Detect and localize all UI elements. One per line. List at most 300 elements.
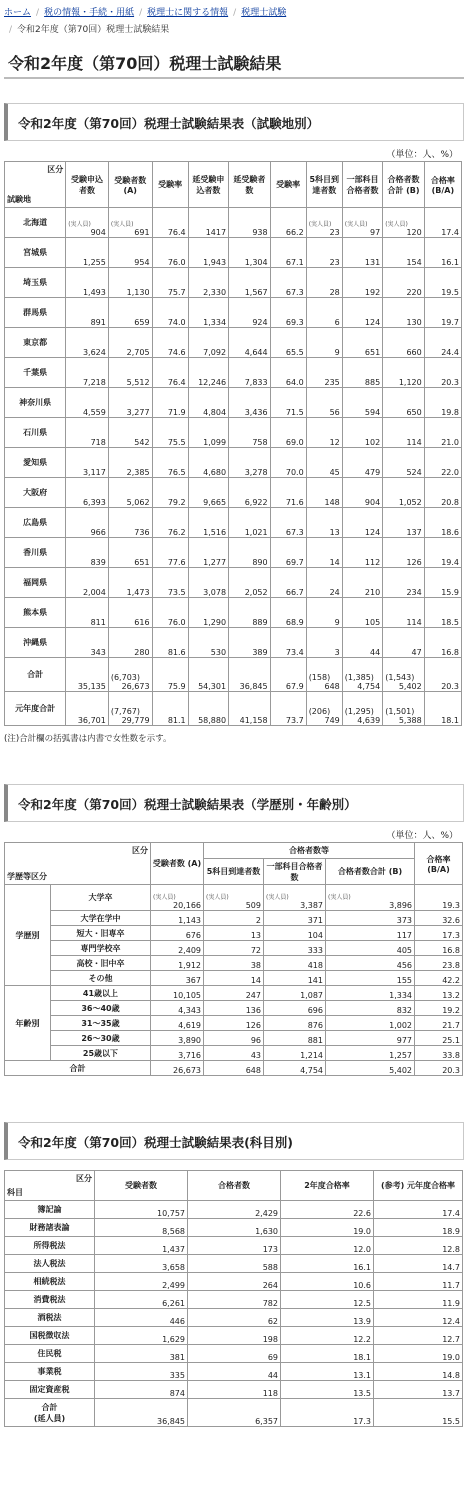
cell-value: 4,680 xyxy=(203,468,227,477)
cell-value: 17.3 xyxy=(442,931,461,940)
cell-value: 21.0 xyxy=(441,438,459,447)
table-cell xyxy=(229,658,271,692)
table-cell xyxy=(188,268,228,298)
unit-note: (実人員) xyxy=(153,894,176,901)
table-cell xyxy=(306,268,342,298)
table-cell: 22.6 xyxy=(281,1201,374,1219)
table-cell xyxy=(152,448,188,478)
cell-value: 651 xyxy=(364,348,381,357)
row-label-text: 高校・旧中卒 xyxy=(76,958,125,968)
cell-value: 76.2 xyxy=(167,528,186,537)
table-cell xyxy=(415,941,463,956)
table-cell: 782 xyxy=(188,1291,281,1309)
cell-value: 4,559 xyxy=(82,408,106,417)
row-label xyxy=(51,1016,151,1031)
cell-value: 367 xyxy=(185,976,201,985)
cell-value: 67.1 xyxy=(285,258,304,267)
table-cell xyxy=(383,238,425,268)
table-cell xyxy=(415,926,463,941)
row-label xyxy=(5,298,66,328)
table-cell xyxy=(306,358,342,388)
table-cell xyxy=(306,598,342,628)
cell-value: 3,078 xyxy=(203,588,227,597)
table-cell xyxy=(415,1046,463,1061)
cell-value: 19.8 xyxy=(441,408,459,417)
cell-value: 23 xyxy=(329,228,340,237)
table-cell: 12.5 xyxy=(281,1291,374,1309)
table-cell: 16.1 xyxy=(281,1255,374,1273)
table-cell xyxy=(306,448,342,478)
table-row xyxy=(5,1273,463,1291)
table-cell xyxy=(152,268,188,298)
cell-value: 137 xyxy=(406,528,422,537)
table-cell xyxy=(108,478,152,508)
breadcrumb-current: 令和2年度（第70回）税理士試験結果 xyxy=(17,25,170,35)
cell-value: 2,705 xyxy=(126,348,150,357)
cell-value: 3,277 xyxy=(126,408,150,417)
cell-value: 76.4 xyxy=(167,378,186,387)
cell-value: 6,393 xyxy=(82,498,106,507)
cell-value: 889 xyxy=(252,618,268,627)
table-cell xyxy=(188,238,228,268)
table-cell: 1,630 xyxy=(188,1219,281,1237)
cell-value: 20.3 xyxy=(441,682,459,691)
table-cell xyxy=(270,358,306,388)
cell-value: 114 xyxy=(406,438,422,447)
table-cell xyxy=(151,941,204,956)
breadcrumb-separator: / xyxy=(9,25,13,35)
table-cell: 44 xyxy=(188,1363,281,1381)
table-cell xyxy=(108,568,152,598)
cell-value: 131 xyxy=(364,258,381,267)
table-cell xyxy=(383,358,425,388)
cell-value: 1,912 xyxy=(178,961,201,970)
table-cell xyxy=(229,448,271,478)
table-cell: 17.3 xyxy=(281,1399,374,1427)
table-cell xyxy=(152,358,188,388)
cell-value: 13.2 xyxy=(442,991,461,1000)
table-cell: 17.4 xyxy=(374,1201,463,1219)
table-cell xyxy=(326,926,415,941)
row-label xyxy=(51,926,151,941)
row-label xyxy=(5,268,66,298)
table-cell: 13.7 xyxy=(374,1381,463,1399)
unit-note: (実人員) xyxy=(68,221,91,228)
table-cell xyxy=(66,658,109,692)
cell-value: 1,021 xyxy=(244,528,268,537)
cell-value: 524 xyxy=(406,468,422,477)
table-cell xyxy=(383,692,425,726)
row-label: 相続税法 xyxy=(5,1273,95,1291)
table-cell xyxy=(264,911,326,926)
row-label xyxy=(5,538,66,568)
cell-value: 1,214 xyxy=(300,1051,323,1060)
table-cell xyxy=(306,508,342,538)
table-cell xyxy=(152,418,188,448)
table-cell xyxy=(204,971,264,986)
cell-value: 405 xyxy=(396,946,413,955)
breadcrumb-home-link[interactable]: ホーム xyxy=(4,8,32,18)
table-cell xyxy=(270,508,306,538)
table-cell xyxy=(342,418,382,448)
cell-value: 977 xyxy=(396,1036,413,1045)
cell-value: 9 xyxy=(334,348,340,357)
table-row xyxy=(5,1219,463,1237)
table-cell xyxy=(66,568,109,598)
table-cell: 18.1 xyxy=(281,1345,374,1363)
cell-value: 736 xyxy=(134,528,150,537)
cell-value: 1,304 xyxy=(244,258,268,267)
cell-value: 247 xyxy=(245,991,261,1000)
cell-value: 155 xyxy=(396,976,413,985)
row-label-text: その他 xyxy=(88,973,113,983)
table-cell xyxy=(306,388,342,418)
cell-value: 65.5 xyxy=(285,348,304,357)
table-cell xyxy=(424,478,461,508)
breadcrumb-zeirishi-info-link[interactable]: 税理士に関する情報 xyxy=(147,8,229,18)
table-cell xyxy=(151,1031,204,1046)
cell-value: 904 xyxy=(364,498,381,507)
table-row xyxy=(5,926,463,941)
cell-value: 718 xyxy=(90,438,106,447)
cell-value: 6,922 xyxy=(244,498,268,507)
table-row xyxy=(5,1016,463,1031)
cell-value: 117 xyxy=(396,931,413,940)
table-cell xyxy=(188,538,228,568)
table-cell xyxy=(306,538,342,568)
row-label-text: 元年度合計 xyxy=(15,704,56,713)
female-count: (7,767) xyxy=(110,707,140,716)
cell-value: 79.2 xyxy=(167,498,186,507)
row-label xyxy=(5,478,66,508)
table-cell xyxy=(151,986,204,1001)
cell-value: 235 xyxy=(324,378,340,387)
footnote: (注)合計欄の括弧書は内書で女性数を示す。 xyxy=(4,734,172,744)
table-cell: 12.4 xyxy=(374,1309,463,1327)
female-count: (1,385) xyxy=(344,673,374,682)
table-cell xyxy=(326,1001,415,1016)
table-cell xyxy=(188,692,228,726)
cell-value: 74.0 xyxy=(167,318,186,327)
cell-value: 418 xyxy=(307,961,323,970)
breadcrumb-tax-info-link[interactable]: 税の情報・手続・用紙 xyxy=(44,8,135,18)
table-cell: 26,673 xyxy=(151,1061,204,1076)
section-title-region: 令和2年度（第70回）税理士試験結果表（試験地別） xyxy=(4,103,464,141)
table-row xyxy=(5,628,462,658)
col-header: 5科目到達者数 xyxy=(306,162,342,208)
cell-value: 650 xyxy=(406,408,422,417)
table-cell xyxy=(270,658,306,692)
row-label xyxy=(51,1046,151,1061)
table-cell xyxy=(108,208,152,238)
cell-value: 696 xyxy=(307,1006,323,1015)
unit-note: (実人員) xyxy=(344,221,368,228)
table-cell xyxy=(342,328,382,358)
table-cell xyxy=(264,885,326,911)
table-cell: 13.1 xyxy=(281,1363,374,1381)
table-corner: 区分 学歴等区分 xyxy=(5,843,151,885)
table-cell xyxy=(342,538,382,568)
table-cell xyxy=(342,628,382,658)
cell-value: 3,890 xyxy=(178,1036,201,1045)
table-cell xyxy=(204,911,264,926)
table-cell xyxy=(66,478,109,508)
cell-value: 74.6 xyxy=(167,348,186,357)
cell-value: 71.6 xyxy=(285,498,304,507)
table-cell xyxy=(424,298,461,328)
table-cell: 12.2 xyxy=(281,1327,374,1345)
col-header: 一部科目合格者数 xyxy=(342,162,382,208)
table-cell: 1,437 xyxy=(95,1237,188,1255)
table-row xyxy=(5,328,462,358)
row-label xyxy=(5,238,66,268)
table-cell: 19.0 xyxy=(281,1219,374,1237)
table-cell xyxy=(229,568,271,598)
table-cell xyxy=(270,598,306,628)
cell-value: 96 xyxy=(250,1036,261,1045)
row-label-text: 大学在学中 xyxy=(80,913,121,923)
table-cell xyxy=(188,358,228,388)
table-corner: 区分 科目 xyxy=(5,1171,95,1201)
table-cell xyxy=(326,956,415,971)
table-cell: 648 xyxy=(204,1061,264,1076)
table-cell: 6,261 xyxy=(95,1291,188,1309)
table-cell: 18.9 xyxy=(374,1219,463,1237)
cell-value: 1,120 xyxy=(398,378,422,387)
total-row xyxy=(5,1061,463,1076)
table-cell: 173 xyxy=(188,1237,281,1255)
col-header: 合格者数 xyxy=(188,1171,281,1201)
row-label xyxy=(51,1031,151,1046)
table-cell xyxy=(424,628,461,658)
cell-value: 104 xyxy=(307,931,323,940)
table-cell xyxy=(229,238,271,268)
col-header: 受験申込者数 xyxy=(66,162,109,208)
table-cell: 198 xyxy=(188,1327,281,1345)
table-cell xyxy=(415,956,463,971)
cell-value: 73.5 xyxy=(167,588,186,597)
table-cell xyxy=(229,478,271,508)
cell-value: 12,246 xyxy=(198,378,227,387)
cell-value: 126 xyxy=(406,558,422,567)
row-label-text: 大学卒 xyxy=(88,893,113,902)
table-row xyxy=(5,1291,463,1309)
breadcrumb xyxy=(0,0,468,39)
breadcrumb-separator: / xyxy=(139,8,143,18)
row-label-text: 41歳以上 xyxy=(82,988,119,998)
table-cell: 6,357 xyxy=(188,1399,281,1427)
female-count: (6,703) xyxy=(110,673,140,682)
row-label xyxy=(5,448,66,478)
cell-value: 20.8 xyxy=(441,498,459,507)
unit-note: (実人員) xyxy=(266,894,289,901)
table-cell xyxy=(108,298,152,328)
table-cell xyxy=(108,358,152,388)
table-cell xyxy=(270,388,306,418)
cell-value: 24 xyxy=(329,588,340,597)
table-cell xyxy=(66,418,109,448)
table-cell xyxy=(270,298,306,328)
table-cell: 13.9 xyxy=(281,1309,374,1327)
table-cell: 15.5 xyxy=(374,1399,463,1427)
row-label-text: 埼玉県 xyxy=(23,278,48,287)
table-row xyxy=(5,418,462,448)
page-title: 令和2年度（第70回）税理士試験結果 xyxy=(4,39,464,79)
cell-value: 26,673 xyxy=(121,682,150,691)
table-cell xyxy=(108,238,152,268)
cell-value: 76.0 xyxy=(167,258,186,267)
table-row xyxy=(5,1345,463,1363)
table-cell: 381 xyxy=(95,1345,188,1363)
cell-value: 71.5 xyxy=(285,408,304,417)
cell-value: 5,062 xyxy=(126,498,150,507)
cell-value: 660 xyxy=(406,348,422,357)
cell-value: 659 xyxy=(134,318,150,327)
cell-value: 876 xyxy=(307,1021,323,1030)
table-cell xyxy=(188,568,228,598)
row-label-text: 大阪府 xyxy=(23,488,48,497)
table-cell: 874 xyxy=(95,1381,188,1399)
col-header: 合格率 (B/A) xyxy=(415,843,463,885)
table-cell xyxy=(152,328,188,358)
table-cell xyxy=(383,628,425,658)
cell-value: 371 xyxy=(307,916,323,925)
cell-value: 2,004 xyxy=(82,588,106,597)
cell-value: 192 xyxy=(364,288,381,297)
cell-value: 33.8 xyxy=(442,1051,461,1060)
table-cell xyxy=(415,986,463,1001)
table-cell xyxy=(383,328,425,358)
col-header: 5科目到達者数 xyxy=(204,859,264,885)
row-label xyxy=(5,508,66,538)
table-cell xyxy=(204,1016,264,1031)
table-row xyxy=(5,1255,463,1273)
table-cell xyxy=(306,692,342,726)
table-cell xyxy=(424,268,461,298)
table-cell xyxy=(66,388,109,418)
row-label-text: 合計 xyxy=(41,1402,58,1412)
row-label-text: 東京都 xyxy=(23,338,48,347)
cell-value: 13 xyxy=(250,931,261,940)
cell-value: 1,567 xyxy=(244,288,268,297)
table-cell xyxy=(415,1016,463,1031)
row-label: 事業税 xyxy=(5,1363,95,1381)
cell-value: 5,388 xyxy=(398,716,422,725)
row-label-text: 福岡県 xyxy=(23,578,48,587)
table-cell xyxy=(383,598,425,628)
cell-value: 41,158 xyxy=(239,716,268,725)
table-cell xyxy=(270,208,306,238)
table-cell xyxy=(424,692,461,726)
table-cell: 14.8 xyxy=(374,1363,463,1381)
table-cell: 11.7 xyxy=(374,1273,463,1291)
table-cell xyxy=(229,268,271,298)
table-cell xyxy=(415,1031,463,1046)
cell-value: 66.7 xyxy=(285,588,304,597)
table-cell xyxy=(264,971,326,986)
cell-value: 19.4 xyxy=(441,558,459,567)
cell-value: 54,301 xyxy=(198,682,227,691)
breadcrumb-exam-link[interactable]: 税理士試験 xyxy=(241,8,287,18)
cell-value: 136 xyxy=(245,1006,261,1015)
table-cell xyxy=(188,478,228,508)
cell-value: 691 xyxy=(134,228,150,237)
row-label-text: 広島県 xyxy=(23,518,48,527)
cell-value: 15.9 xyxy=(441,588,459,597)
col-header: 受験者数 (A) xyxy=(108,162,152,208)
cell-value: 885 xyxy=(364,378,381,387)
cell-value: 16.8 xyxy=(441,648,459,657)
section-title-subject: 令和2年度（第70回）税理士試験結果表(科目別) xyxy=(4,1122,464,1160)
row-label xyxy=(51,971,151,986)
cell-value: 69.7 xyxy=(285,558,304,567)
table-cell xyxy=(424,538,461,568)
col-header: 延受験者数 xyxy=(229,162,271,208)
cell-value: 20.3 xyxy=(441,378,459,387)
cell-value: 1,255 xyxy=(82,258,106,267)
table-cell xyxy=(229,358,271,388)
cell-value: 28 xyxy=(329,288,340,297)
col-header: (参考) 元年度合格率 xyxy=(374,1171,463,1201)
unit-note: (実人員) xyxy=(110,221,134,228)
unit-note: (実人員) xyxy=(385,221,408,228)
cell-value: 3,387 xyxy=(300,901,323,910)
cell-value: 954 xyxy=(134,258,150,267)
table-cell xyxy=(66,268,109,298)
cell-value: 456 xyxy=(396,961,413,970)
table-cell xyxy=(152,568,188,598)
cell-value: 1,334 xyxy=(203,318,227,327)
col-header: 合格者数等 xyxy=(204,843,415,859)
row-label: 財務諸表論 xyxy=(5,1219,95,1237)
cell-value: 4,644 xyxy=(244,348,268,357)
row-label xyxy=(51,956,151,971)
table-cell: 20.3 xyxy=(415,1061,463,1076)
cell-value: 77.6 xyxy=(167,558,186,567)
table-cell xyxy=(342,658,382,692)
table-cell xyxy=(306,628,342,658)
table-cell xyxy=(424,568,461,598)
cell-value: 4,804 xyxy=(203,408,227,417)
row-label xyxy=(5,388,66,418)
row-label xyxy=(5,1399,95,1427)
row-label xyxy=(5,418,66,448)
col-header: 2年度合格率 xyxy=(281,1171,374,1201)
row-label: 住民税 xyxy=(5,1345,95,1363)
table-cell xyxy=(264,986,326,1001)
table-cell xyxy=(66,298,109,328)
cell-value: 19.7 xyxy=(441,318,459,327)
col-header: 合格者数合計 (B) xyxy=(383,162,425,208)
table-cell xyxy=(270,692,306,726)
cell-value: 81.6 xyxy=(167,648,186,657)
table-cell xyxy=(229,208,271,238)
table-cell xyxy=(383,418,425,448)
cell-value: 13 xyxy=(329,528,340,537)
cell-value: 9 xyxy=(334,618,340,627)
table-cell: 1,629 xyxy=(95,1327,188,1345)
cell-value: 1,257 xyxy=(389,1051,413,1060)
cell-value: 67.9 xyxy=(285,682,304,691)
table-cell xyxy=(66,628,109,658)
cell-value: 3,436 xyxy=(244,408,268,417)
cell-value: 73.4 xyxy=(285,648,304,657)
table-cell xyxy=(306,478,342,508)
table-cell xyxy=(383,658,425,692)
table-cell: 10,757 xyxy=(95,1201,188,1219)
cell-value: 18.6 xyxy=(441,528,459,537)
cell-value: 35,135 xyxy=(77,682,106,691)
